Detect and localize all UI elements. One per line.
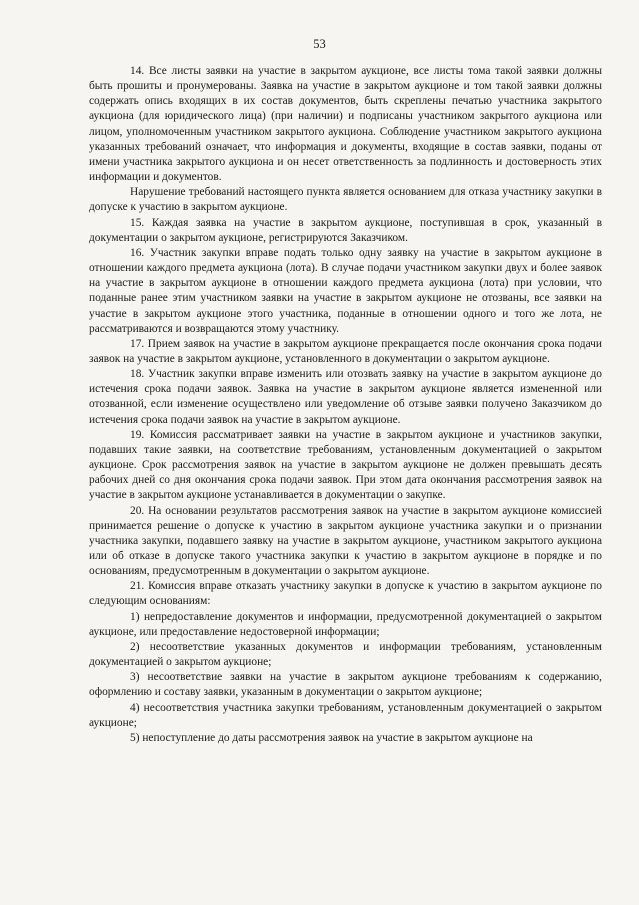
document-body (89, 64, 602, 746)
paragraph-21: 21. Комиссия вправе отказать участнику закупки в допуске к участию в закрытом аукционе по следующим основаниям: (89, 580, 602, 608)
paragraph-15: 15. Каждая заявка на участие в закрытом аукционе, поступившая в срок, указанный в документации о закрытом аукционе, регистрируются Заказчиком. (89, 216, 602, 244)
paragraph-17: 17. Прием заявок на участие в закрытом аукционе прекращается после окончания срока подачи заявок на участие в закрытом аукционе, установленного в документации о закрытом аукционе. (89, 337, 602, 365)
paragraph-19: 19. Комиссия рассматривает заявки на участие в закрытом аукционе и участников закупки, подавших такие заявки, на соответствие требованиям, установленным документацией о закрытом аукционе. Срок рассмотрения заявок на участие в закрытом аукционе не должен превышать десять рабочих дней со дня окончания срока подачи заявок. При этом дата окончания рассмотрения заявок на участие в закрытом аукционе устанавливается в документации о закупке. (89, 428, 602, 502)
list-item-2: 2) несоответствие указанных документов и информации требованиям, установленным документацией о закрытом аукционе; (89, 640, 602, 669)
paragraph-20: 20. На основании результатов рассмотрения заявок на участие в закрытом аукционе комиссией принимается решение о допуске к участию в закрытом аукционе участника закупки и о признании участника закупки, подавшего заявку на участие в закрытом аукционе, участником закрытого аукциона или об отказе в допуске такого участника закупки к участию в закрытом аукционе в порядке и по основаниям, предусмотренным в документации о закрытом аукционе. (89, 504, 602, 578)
list-item-5: 5) непоступление до даты рассмотрения заявок на участие в закрытом аукционе на (130, 731, 533, 744)
paragraph-18: 18. Участник закупки вправе изменить или отозвать заявку на участие в закрытом аукционе до истечения срока подачи заявок. Заявка на участие в закрытом аукционе является измененной или отозванной, если изменение осуществлено или уведомление об отзыве заявки получено Заказчиком до истечения срока подачи заявок на участие в закрытом аукционе. (89, 368, 602, 426)
list-item-4: 4) несоответствия участника закупки требованиям, установленным документацией о закрытом аукционе; (89, 701, 602, 729)
paragraph-14: 14. Все листы заявки на участие в закрытом аукционе, все листы тома такой заявки должны быть прошиты и пронумерованы. Заявка на участие в закрытом аукционе и том такой заявки должны содержать опись входящих в их состав документов, быть скреплены печатью участника закрытого аукциона (для юридического лица) (при наличии) и подписаны участником закрытого аукциона или лицом, уполномоченным участником закрытого аукциона. Соблюдение участником закрытого аукциона указанных требований означает, что информация и документы, входящие в состав заявки, поданы от имени участника закрытого аукциона и он несет ответственность за подлинность и достоверность этих информации и документов. (89, 65, 602, 184)
paragraph-14-violation: Нарушение требований настоящего пункта является основанием для отказа участнику закупки в допуске к участию в закрытом аукционе. (89, 186, 602, 214)
paragraph-16: 16. Участник закупки вправе подать только одну заявку на участие в закрытом аукционе в отношении каждого предмета аукциона (лота). В случае подачи участником закупки двух и более заявок на участие в закрытом аукционе в отношении каждого предмета аукциона (лота) при условии, что поданные ранее этим участником заявки на участие в закрытом аукционе не отозваны, все заявки на участие в закрытом аукционе этого участника, поданные в отношении одного и того же лота, не рассматриваются и возвращаются этому участнику. (89, 246, 602, 335)
page-number: 53 (313, 37, 326, 51)
list-item-1: 1) непредоставление документов и информации, предусмотренной документацией о закрытом аукционе, или предоставление недостоверной информации; (89, 610, 602, 638)
list-item-3: 3) несоответствие заявки на участие в закрытом аукционе требованиям к содержанию, оформлению и составу заявки, указанным в документации о закрытом аукционе; (89, 671, 602, 699)
